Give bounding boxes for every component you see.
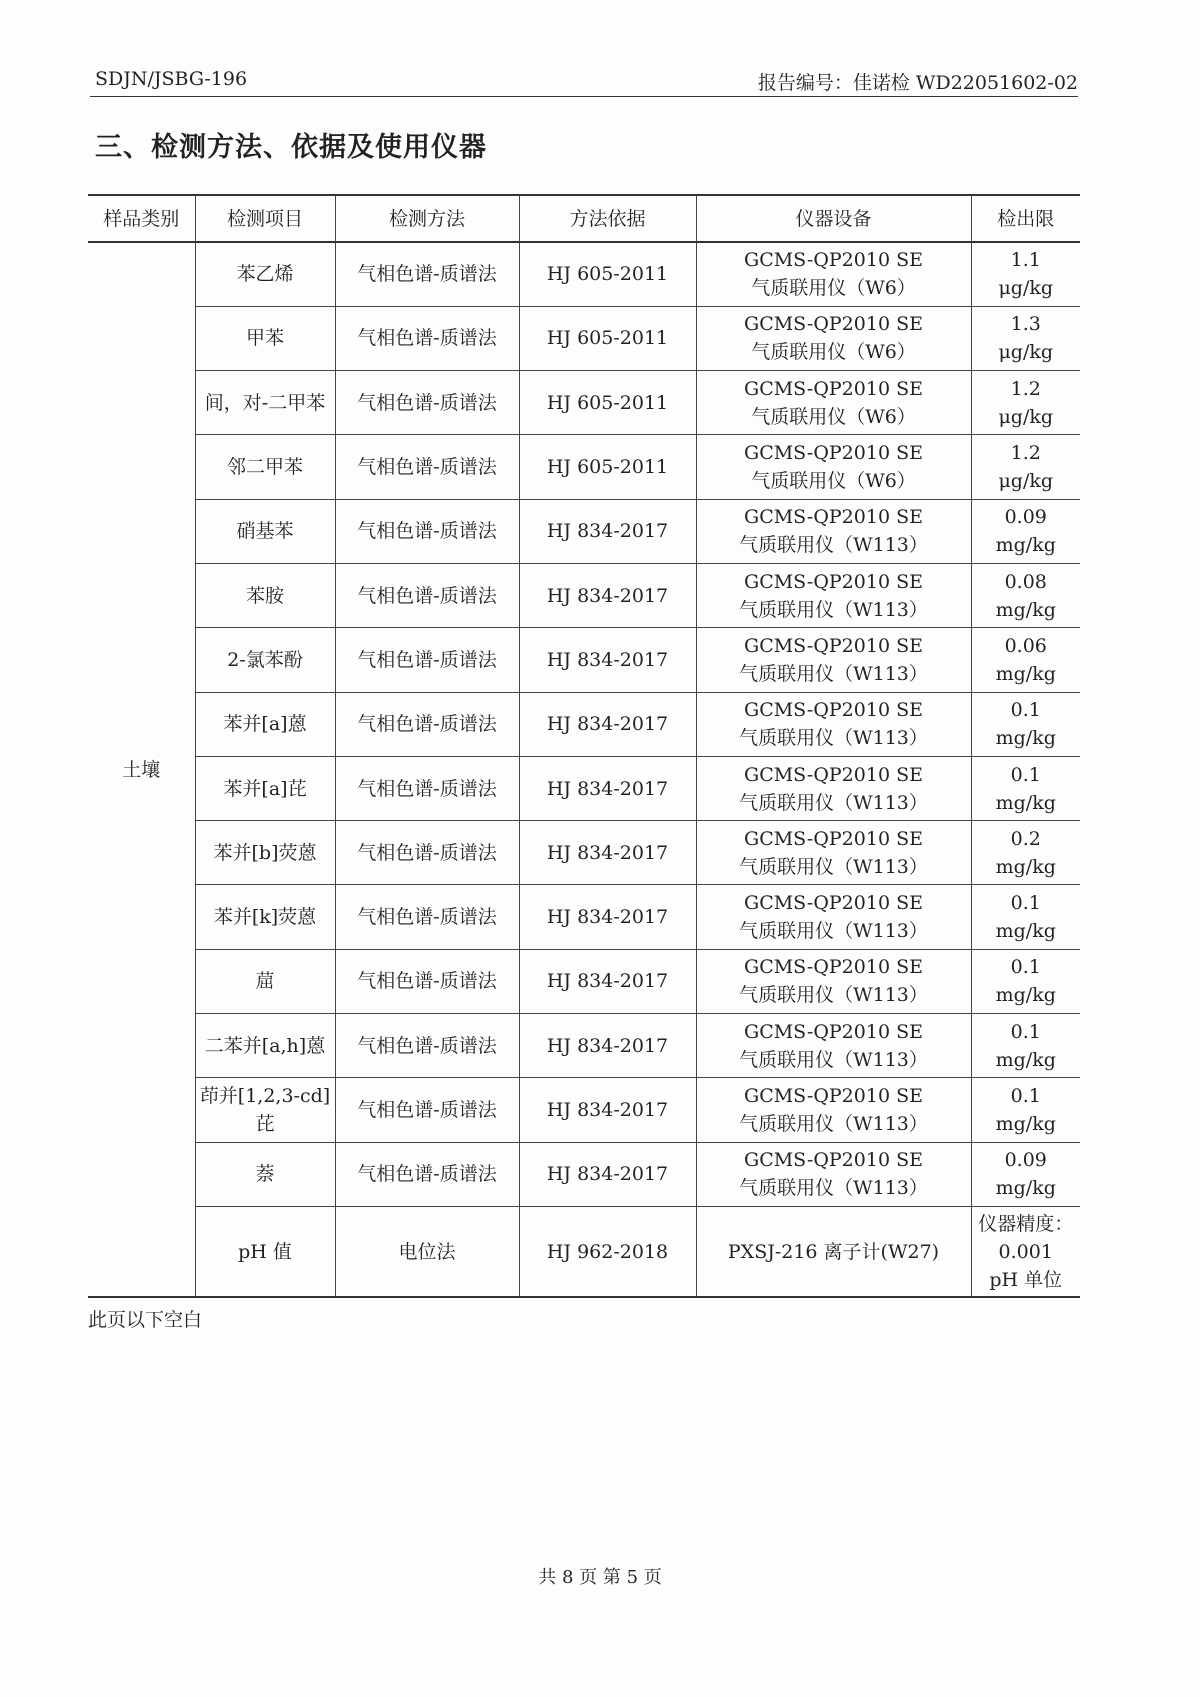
basis-cell: HJ 605-2011 [519,306,696,370]
limit-unit: mg/kg [995,920,1056,943]
basis-cell: HJ 834-2017 [519,1142,696,1206]
instrument-cell [696,242,971,306]
limit-cell [971,821,1080,885]
item-cell: 苯胺 [195,563,335,627]
header-divider [90,96,1078,97]
instrument-name: 气质联用仪（W6） [751,405,916,428]
instrument-model: GCMS-QP2010 SE [744,1020,923,1043]
limit-cell [971,1142,1080,1206]
limit-unit: μg/kg [998,341,1054,364]
instrument-name: 气质联用仪（W113） [739,598,928,621]
limit-unit: mg/kg [995,662,1056,685]
limit-unit: mg/kg [995,984,1056,1007]
limit-value: 0.2 [1010,827,1041,850]
instrument-model: GCMS-QP2010 SE [744,1085,923,1107]
limit-value: 0.1 [1010,956,1041,979]
limit-value: 0.1 [1010,699,1041,722]
limit-unit: μg/kg [998,470,1054,493]
limit-cell [971,1206,1080,1297]
item-cell: 邻二甲苯 [195,435,335,499]
limit-value: 0.1 [1010,763,1041,786]
instrument-model: GCMS-QP2010 SE [744,634,923,657]
basis-cell: HJ 834-2017 [519,756,696,820]
column-header-instrument: 仪器设备 [696,195,971,242]
basis-cell: HJ 834-2017 [519,692,696,756]
instrument-model: GCMS-QP2010 SE [744,377,923,400]
limit-unit: mg/kg [995,534,1056,557]
limit-cell [971,1014,1080,1078]
column-header-basis: 方法依据 [519,195,696,242]
instrument-name: 气质联用仪（W113） [739,1177,928,1200]
basis-cell: HJ 834-2017 [519,949,696,1013]
limit-unit: mg/kg [995,1048,1056,1071]
limit-cell [971,692,1080,756]
instrument-cell [696,1142,971,1206]
table-row [88,885,1080,949]
item-cell: 苯并[b]荧蒽 [195,821,335,885]
method-cell: 气相色谱-质谱法 [335,371,519,435]
limit-cell [971,499,1080,563]
method-cell: 气相色谱-质谱法 [335,499,519,563]
basis-cell: HJ 962-2018 [519,1206,696,1297]
item-cell: 甲苯 [195,306,335,370]
method-cell: 气相色谱-质谱法 [335,1078,519,1142]
instrument-name: 气质联用仪（W6） [751,470,916,493]
item-cell: 2-氯苯酚 [195,628,335,692]
method-cell: 气相色谱-质谱法 [335,563,519,627]
limit-cell [971,628,1080,692]
limit-value: 1.2 [1010,442,1041,465]
table-row [88,949,1080,1013]
table-row [88,1206,1080,1297]
limit-unit: mg/kg [995,598,1056,621]
table-header-row [88,195,1080,242]
item-cell: 萘 [195,1142,335,1206]
instrument-cell: PXSJ-216 离子计(W27) [696,1206,971,1297]
instrument-model: GCMS-QP2010 SE [744,313,923,336]
basis-cell: HJ 834-2017 [519,821,696,885]
limit-cell [971,371,1080,435]
instrument-name: 气质联用仪（W6） [751,341,916,364]
instrument-cell [696,885,971,949]
limit-value: 0.09 [1004,1149,1047,1172]
basis-cell: HJ 834-2017 [519,885,696,949]
limit-unit: mg/kg [995,791,1056,814]
instrument-cell [696,1078,971,1142]
limit-value: 0.1 [1010,1085,1041,1107]
instrument-cell [696,821,971,885]
basis-cell: HJ 834-2017 [519,628,696,692]
page-footer: 共 8 页 第 5 页 [538,1567,662,1588]
table-row [88,563,1080,627]
method-cell: 气相色谱-质谱法 [335,628,519,692]
instrument-name: 气质联用仪（W113） [739,984,928,1007]
limit-unit: pH 单位 [989,1268,1063,1291]
instrument-name: 气质联用仪（W113） [739,1048,928,1071]
limit-unit: mg/kg [995,1177,1056,1200]
limit-label: 仪器精度： [978,1212,1074,1235]
limit-value: 0.08 [1004,570,1047,593]
method-cell: 气相色谱-质谱法 [335,949,519,1013]
item-cell: 二苯并[a,h]蒽 [195,1014,335,1078]
item-cell: 间，对-二甲苯 [195,371,335,435]
method-cell: 气相色谱-质谱法 [335,756,519,820]
instrument-cell [696,499,971,563]
limit-value: 0.1 [1010,892,1041,915]
instrument-name: 气质联用仪（W113） [739,727,928,750]
table-row [88,1014,1080,1078]
limit-cell [971,242,1080,306]
table-row [88,1142,1080,1206]
basis-cell: HJ 834-2017 [519,1078,696,1142]
item-cell: 苯并[k]荧蒽 [195,885,335,949]
section-title: 三、检测方法、依据及使用仪器 [95,132,487,163]
instrument-cell [696,692,971,756]
method-cell: 气相色谱-质谱法 [335,435,519,499]
basis-cell: HJ 605-2011 [519,435,696,499]
method-cell: 气相色谱-质谱法 [335,692,519,756]
limit-cell [971,756,1080,820]
column-header-method: 检测方法 [335,195,519,242]
item-cell: 硝基苯 [195,499,335,563]
limit-cell [971,563,1080,627]
basis-cell: HJ 605-2011 [519,371,696,435]
limit-value: 0.1 [1010,1020,1041,1043]
instrument-cell [696,306,971,370]
basis-cell: HJ 834-2017 [519,499,696,563]
method-cell: 气相色谱-质谱法 [335,1014,519,1078]
item-cell: pH 值 [195,1206,335,1297]
table-row [88,821,1080,885]
limit-cell [971,435,1080,499]
instrument-name: 气质联用仪（W113） [739,791,928,814]
instrument-name: 气质联用仪（W113） [739,534,928,557]
instrument-cell [696,756,971,820]
limit-unit: μg/kg [998,277,1054,300]
blank-page-note: 此页以下空白 [88,1309,203,1331]
table-row [88,499,1080,563]
instrument-cell [696,371,971,435]
method-cell: 气相色谱-质谱法 [335,306,519,370]
method-cell: 气相色谱-质谱法 [335,885,519,949]
limit-unit: mg/kg [995,1113,1056,1135]
item-cell: 苯并[a]芘 [195,756,335,820]
limit-value: 0.09 [1004,506,1047,529]
instrument-model: GCMS-QP2010 SE [744,892,923,915]
instrument-name: 气质联用仪（W113） [739,920,928,943]
limit-unit: mg/kg [995,727,1056,750]
column-header-sample: 样品类别 [88,195,195,242]
instrument-model: GCMS-QP2010 SE [744,827,923,850]
column-header-limit: 检出限 [971,195,1080,242]
instrument-name: 气质联用仪（W113） [739,1113,928,1135]
method-cell: 电位法 [335,1206,519,1297]
instrument-cell [696,1014,971,1078]
limit-value: 0.06 [1004,634,1047,657]
instrument-cell [696,563,971,627]
table-row [88,371,1080,435]
limit-cell [971,1078,1080,1142]
item-cell: 䓛 [195,949,335,1013]
document-code: SDJN/JSBG-196 [95,68,248,90]
item-cell: 苯并[a]蒽 [195,692,335,756]
limit-unit: mg/kg [995,855,1056,878]
table-row [88,1078,1080,1142]
instrument-model: GCMS-QP2010 SE [744,442,923,465]
basis-cell: HJ 834-2017 [519,1014,696,1078]
instrument-model: GCMS-QP2010 SE [744,956,923,979]
methods-table [88,194,1080,1298]
limit-cell [971,949,1080,1013]
table-row [88,628,1080,692]
sample-category: 土壤 [88,242,195,1297]
table-row [88,692,1080,756]
basis-cell: HJ 605-2011 [519,242,696,306]
instrument-name: 气质联用仪（W113） [739,855,928,878]
item-cell: 苯乙烯 [195,242,335,306]
limit-value: 1.1 [1010,249,1041,272]
report-number: 报告编号：佳诺检 WD22051602-02 [757,72,1078,94]
column-header-item: 检测项目 [195,195,335,242]
limit-cell [971,885,1080,949]
instrument-model: GCMS-QP2010 SE [744,506,923,529]
table-row [88,756,1080,820]
instrument-cell [696,949,971,1013]
instrument-model: GCMS-QP2010 SE [744,249,923,272]
instrument-model: GCMS-QP2010 SE [744,699,923,722]
instrument-model: GCMS-QP2010 SE [744,763,923,786]
limit-value: 1.3 [1010,313,1041,336]
table-row [88,242,1080,306]
instrument-name: 气质联用仪（W6） [751,277,916,300]
instrument-cell [696,628,971,692]
item-cell: 茚并[1,2,3-cd]芘 [195,1078,335,1142]
instrument-name: 气质联用仪（W113） [739,662,928,685]
limit-unit: μg/kg [998,405,1054,428]
method-cell: 气相色谱-质谱法 [335,242,519,306]
limit-value: 1.2 [1010,377,1041,400]
instrument-model: GCMS-QP2010 SE [744,1149,923,1172]
method-cell: 气相色谱-质谱法 [335,1142,519,1206]
method-cell: 气相色谱-质谱法 [335,821,519,885]
instrument-cell [696,435,971,499]
table-row [88,435,1080,499]
instrument-model: GCMS-QP2010 SE [744,570,923,593]
limit-value: 0.001 [998,1240,1053,1263]
limit-cell [971,306,1080,370]
basis-cell: HJ 834-2017 [519,563,696,627]
table-row [88,306,1080,370]
